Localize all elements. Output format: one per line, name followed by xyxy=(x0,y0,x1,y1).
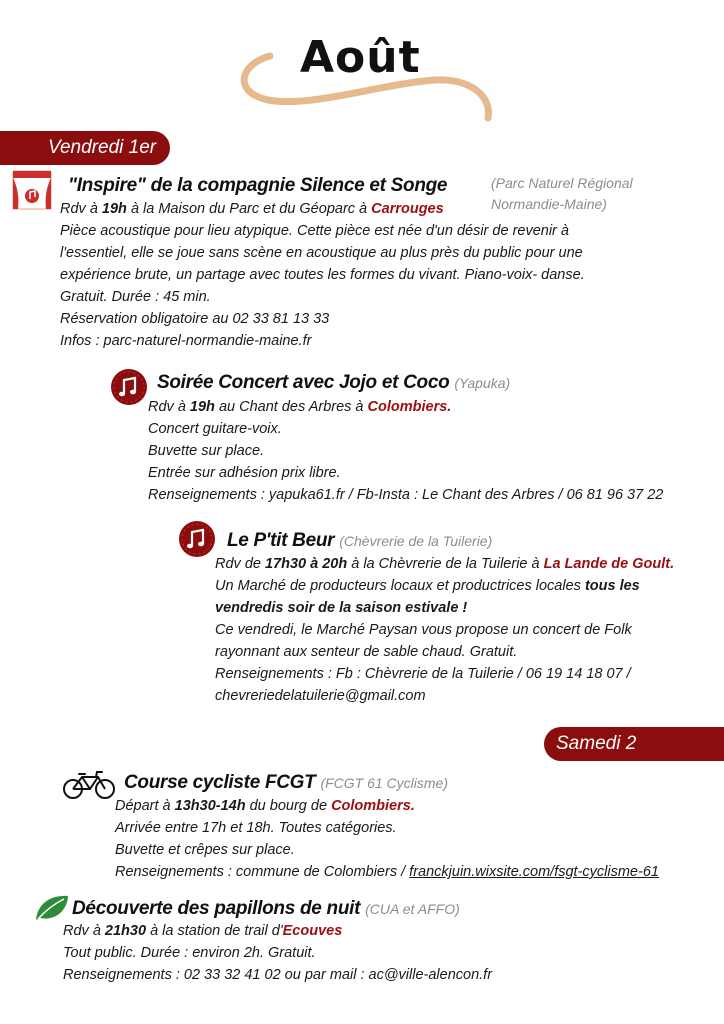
event-info-cycliste: Renseignements : commune de Colombiers / franckjuin.wixsite.com/fsgt-cyclisme-61 xyxy=(115,864,659,880)
event-desc-line: chevreriedelatuilerie@gmail.com xyxy=(215,688,426,704)
event-desc-line: Tout public. Durée : environ 2h. Gratuit. xyxy=(63,945,316,961)
event-rdv-papillons: Rdv à 21h30 à la station de trail d'Ecouves xyxy=(63,923,343,939)
leaf-icon xyxy=(34,894,70,922)
website-link[interactable]: franckjuin.wixsite.com/fsgt-cyclisme-61 xyxy=(409,864,659,880)
event-desc-line: Buvette et crêpes sur place. xyxy=(115,842,295,858)
event-desc-line: Buvette sur place. xyxy=(148,443,265,459)
page-title: Août xyxy=(300,32,421,83)
event-desc-line: Renseignements : 02 33 32 41 02 ou par mail : ac@ville-alencon.fr xyxy=(63,967,493,983)
event-desc-line: Ce vendredi, le Marché Paysan vous propose un concert de Folk xyxy=(215,622,632,638)
event-desc-line: Gratuit. Durée : 45 min. xyxy=(60,289,211,305)
music-note-icon xyxy=(110,368,148,406)
day-header-saturday: Samedi 2 xyxy=(544,727,724,761)
event-desc-line: Concert guitare-voix. xyxy=(148,421,282,437)
event-desc-line: Un Marché de producteurs locaux et productrices locales tous les xyxy=(215,578,640,594)
event-rdv-jojo: Rdv à 19h au Chant des Arbres à Colombiers. xyxy=(148,399,452,415)
event-rdv-cycliste: Départ à 13h30-14h du bourg de Colombiers. xyxy=(115,798,415,814)
event-rdv-inspire: Rdv à 19h à la Maison du Parc et du Géoparc à Carrouges xyxy=(60,201,444,217)
event-title-papillons: Découverte des papillons de nuit (CUA et AFFO) xyxy=(72,898,460,919)
event-desc-line: rayonnant aux senteur de sable chaud. Gratuit. xyxy=(215,644,518,660)
bicycle-icon xyxy=(62,770,116,800)
event-desc-line: expérience brute, un partage avec toutes les formes du vivant. Piano-voix- danse. xyxy=(60,267,585,283)
event-title-ptitbeur: Le P'tit Beur (Chèvrerie de la Tuilerie) xyxy=(227,530,493,551)
event-rdv-ptitbeur: Rdv de 17h30 à 20h à la Chèvrerie de la Tuilerie à La Lande de Goult. xyxy=(215,556,675,572)
event-organizer-papillons: (CUA et AFFO) xyxy=(365,901,460,917)
theater-stage-icon xyxy=(12,170,52,210)
event-title-jojo: Soirée Concert avec Jojo et Coco (Yapuka) xyxy=(157,372,511,393)
music-note-icon xyxy=(178,520,216,558)
event-organizer-inspire-1: (Parc Naturel Régional xyxy=(491,175,633,191)
event-organizer-jojo: (Yapuka) xyxy=(454,375,511,391)
event-desc-line: Pièce acoustique pour lieu atypique. Cette pièce est née d'un désir de revenir à xyxy=(60,223,569,239)
event-desc-line: Entrée sur adhésion prix libre. xyxy=(148,465,341,481)
event-desc-line: l'essentiel, elle se joue sans scène en acoustique au plus près du public pour une xyxy=(60,245,583,261)
event-desc-line: Renseignements : yapuka61.fr / Fb-Insta : Le Chant des Arbres / 06 81 96 37 22 xyxy=(148,487,664,503)
event-desc-line: Infos : parc-naturel-normandie-maine.fr xyxy=(60,333,312,349)
event-desc-line: Renseignements : Fb : Chèvrerie de la Tuilerie / 06 19 14 18 07 / xyxy=(215,666,631,682)
event-desc-line: vendredis soir de la saison estivale ! xyxy=(215,600,468,616)
event-title-inspire: "Inspire" de la compagnie Silence et Songe xyxy=(68,175,448,196)
event-organizer-inspire-2: Normandie-Maine) xyxy=(491,196,607,212)
day-header-friday: Vendredi 1er xyxy=(0,131,170,165)
event-organizer-cycliste: (FCGT 61 Cyclisme) xyxy=(320,775,448,791)
event-organizer-ptitbeur: (Chèvrerie de la Tuilerie) xyxy=(339,533,493,549)
event-desc-line: Réservation obligatoire au 02 33 81 13 33 xyxy=(60,311,330,327)
event-desc-line: Arrivée entre 17h et 18h. Toutes catégories. xyxy=(115,820,397,836)
event-title-cycliste: Course cycliste FCGT (FCGT 61 Cyclisme) xyxy=(124,772,448,793)
